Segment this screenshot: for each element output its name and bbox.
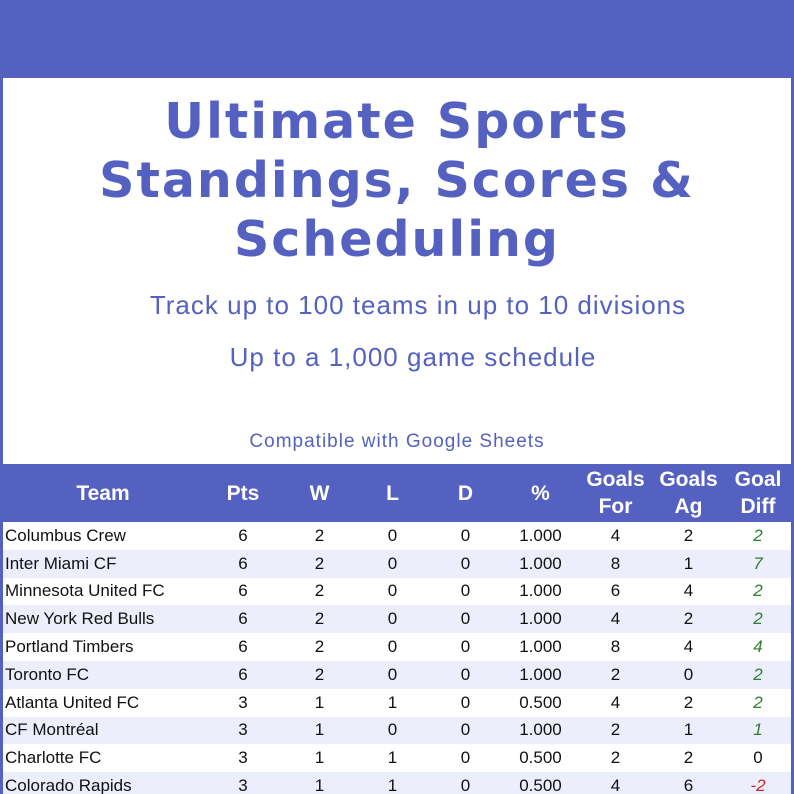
table-row: [3, 661, 791, 689]
cell-gd: 2: [725, 522, 791, 550]
cell-d: 0: [429, 578, 502, 606]
cell-pct: 0.500: [502, 772, 579, 794]
header-goals-for-l1: Goals: [586, 468, 645, 491]
cell-pct: 1.000: [502, 605, 579, 633]
cell-gf: 2: [579, 717, 652, 745]
cell-gf: 2: [579, 744, 652, 772]
cell-pts: 6: [203, 633, 283, 661]
cell-l: 0: [356, 661, 429, 689]
cell-w: 2: [283, 605, 356, 633]
cell-pct: 1.000: [502, 661, 579, 689]
cell-team: Columbus Crew: [3, 522, 203, 550]
cell-l: 1: [356, 772, 429, 794]
header-goal-diff: [725, 464, 791, 522]
cell-gd: 1: [725, 717, 791, 745]
cell-w: 1: [283, 689, 356, 717]
header-goal-diff-l2: Diff: [740, 495, 776, 518]
cell-l: 0: [356, 550, 429, 578]
cell-l: 1: [356, 689, 429, 717]
title-line-3: Scheduling: [234, 211, 560, 268]
cell-ga: 4: [652, 633, 725, 661]
cell-gd: 7: [725, 550, 791, 578]
cell-d: 0: [429, 550, 502, 578]
cell-team: Charlotte FC: [3, 744, 203, 772]
table-row: [3, 689, 791, 717]
cell-ga: 2: [652, 522, 725, 550]
cell-pts: 3: [203, 744, 283, 772]
cell-l: 0: [356, 605, 429, 633]
header-pts: Pts: [203, 464, 283, 522]
table-row: [3, 522, 791, 550]
cell-ga: 6: [652, 772, 725, 794]
cell-gd: 0: [725, 744, 791, 772]
cell-ga: 2: [652, 744, 725, 772]
table-row: [3, 744, 791, 772]
cell-pts: 3: [203, 689, 283, 717]
standings-table-container: [3, 464, 791, 794]
cell-l: 1: [356, 744, 429, 772]
cell-gf: 4: [579, 605, 652, 633]
cell-pts: 6: [203, 605, 283, 633]
cell-pts: 6: [203, 578, 283, 606]
cell-ga: 1: [652, 717, 725, 745]
cell-d: 0: [429, 605, 502, 633]
table-row: [3, 550, 791, 578]
cell-pts: 6: [203, 522, 283, 550]
cell-team: Atlanta United FC: [3, 689, 203, 717]
cell-gd: 2: [725, 605, 791, 633]
cell-w: 1: [283, 744, 356, 772]
cell-l: 0: [356, 578, 429, 606]
cell-gd: 2: [725, 578, 791, 606]
cell-team: Minnesota United FC: [3, 578, 203, 606]
cell-ga: 4: [652, 578, 725, 606]
table-header-row: [3, 464, 791, 522]
cell-pts: 3: [203, 772, 283, 794]
cell-w: 2: [283, 550, 356, 578]
cell-team: Colorado Rapids: [3, 772, 203, 794]
cell-d: 0: [429, 661, 502, 689]
page-title: [0, 92, 794, 269]
header-w: W: [283, 464, 356, 522]
table-row: [3, 772, 791, 794]
cell-pct: 0.500: [502, 689, 579, 717]
cell-d: 0: [429, 744, 502, 772]
header-goals-for-l2: For: [598, 495, 633, 518]
title-line-1: Ultimate Sports: [164, 93, 630, 150]
cell-d: 0: [429, 717, 502, 745]
cell-pct: 1.000: [502, 633, 579, 661]
standings-table: [3, 464, 791, 794]
header-team: Team: [3, 464, 203, 522]
cell-gf: 2: [579, 661, 652, 689]
cell-gf: 6: [579, 578, 652, 606]
cell-d: 0: [429, 772, 502, 794]
cell-pct: 1.000: [502, 578, 579, 606]
cell-team: New York Red Bulls: [3, 605, 203, 633]
cell-l: 0: [356, 633, 429, 661]
cell-ga: 0: [652, 661, 725, 689]
cell-gf: 4: [579, 689, 652, 717]
header-goals-against: [652, 464, 725, 522]
cell-ga: 1: [652, 550, 725, 578]
cell-gf: 8: [579, 550, 652, 578]
cell-w: 2: [283, 522, 356, 550]
cell-team: Toronto FC: [3, 661, 203, 689]
cell-ga: 2: [652, 689, 725, 717]
cell-gd: -2: [725, 772, 791, 794]
header-goals-for: [579, 464, 652, 522]
cell-pct: 0.500: [502, 744, 579, 772]
cell-pct: 1.000: [502, 522, 579, 550]
table-row: [3, 578, 791, 606]
cell-pts: 6: [203, 550, 283, 578]
cell-d: 0: [429, 633, 502, 661]
header-goals-against-l1: Goals: [659, 468, 718, 491]
header-pct: %: [502, 464, 579, 522]
cell-team: Portland Timbers: [3, 633, 203, 661]
table-row: [3, 633, 791, 661]
title-line-2: Standings, Scores &: [99, 152, 695, 209]
subtitle-schedule: Up to a 1,000 game schedule: [229, 342, 597, 372]
cell-l: 0: [356, 522, 429, 550]
cell-w: 2: [283, 661, 356, 689]
cell-gd: 2: [725, 689, 791, 717]
cell-d: 0: [429, 522, 502, 550]
cell-pts: 6: [203, 661, 283, 689]
top-banner: [0, 0, 794, 78]
cell-w: 1: [283, 772, 356, 794]
cell-gf: 4: [579, 772, 652, 794]
cell-pct: 1.000: [502, 550, 579, 578]
compatibility-note: Compatible with Google Sheets: [249, 431, 545, 452]
header-goals-against-l2: Ag: [674, 495, 703, 518]
cell-gf: 8: [579, 633, 652, 661]
table-row: [3, 605, 791, 633]
cell-l: 0: [356, 717, 429, 745]
cell-gd: 4: [725, 633, 791, 661]
header-goal-diff-l1: Goal: [734, 468, 782, 491]
header-l: L: [356, 464, 429, 522]
header-d: D: [429, 464, 502, 522]
cell-pct: 1.000: [502, 717, 579, 745]
subtitle-teams: Track up to 100 teams in up to 10 divisions: [149, 290, 687, 320]
cell-team: CF Montréal: [3, 717, 203, 745]
table-row: [3, 717, 791, 745]
cell-d: 0: [429, 689, 502, 717]
cell-gf: 4: [579, 522, 652, 550]
cell-pts: 3: [203, 717, 283, 745]
cell-ga: 2: [652, 605, 725, 633]
cell-w: 2: [283, 633, 356, 661]
cell-w: 2: [283, 578, 356, 606]
cell-gd: 2: [725, 661, 791, 689]
cell-team: Inter Miami CF: [3, 550, 203, 578]
cell-w: 1: [283, 717, 356, 745]
